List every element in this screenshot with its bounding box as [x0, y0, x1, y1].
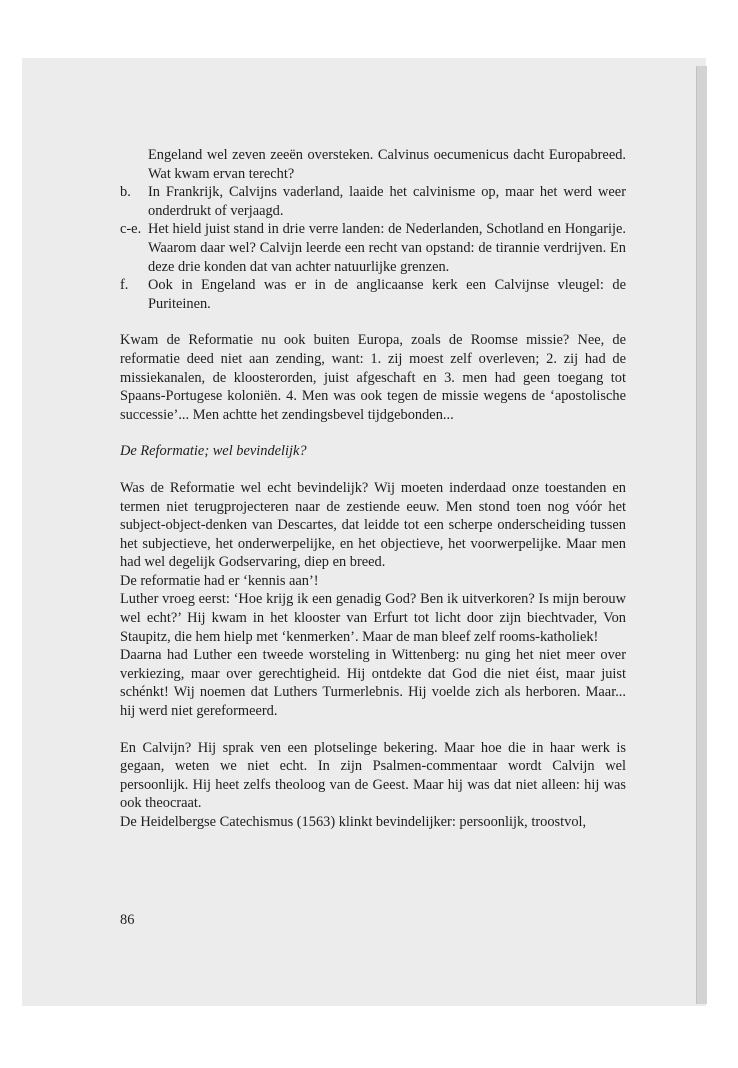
- section-paragraph: Was de Reformatie wel echt bevindelijk? Wij moeten inderdaad onze toestanden en termen niet terugprojecteren naar de zestiende eeuw. Men stond toen nog vóór het subject-object-denken van Descartes, dat leidde tot een scherpe onderscheiding tussen het subjectieve, het onderwerpelijke, en het objectieve, het voorwerpelijke. Maar men had wel degelijk Godservaring, diep en breed.: [120, 479, 626, 571]
- calvin-paragraph: De Heidelbergse Catechismus (1563) klinkt bevindelijker: persoonlijk, troostvol,: [120, 814, 587, 830]
- intro-continuation: Engeland wel zeven zeeën oversteken. Calvinus oecumenicus dacht Europabreed. Wat kwam ervan terecht?: [148, 147, 626, 182]
- mission-paragraph: Kwam de Reformatie nu ook buiten Europa, zoals de Roomse missie? Nee, de reformatie deed niet aan zending, want: 1. zij moest zelf overleven; 2. zij had de missiekanalen, de kloosterorden, juist afgeschaft en 3. men had geen toegang tot Spaans-Portugese koloniën. 4. Men was ook tegen de missie wegens de ‘apostolische successie’... Men achtte het zendingsbevel tijdgebonden...: [120, 332, 626, 423]
- page-edge: [696, 66, 707, 1004]
- list-text: In Frankrijk, Calvijns vaderland, laaide het calvinisme op, maar het werd weer onderdrukt of verjaagd.: [148, 184, 626, 219]
- calvin-paragraph: En Calvijn? Hij sprak ven een plotselinge bekering. Maar hoe die in haar werk is gegaan, weten we niet echt. In zijn Psalmen-commentaar wordt Calvijn wel persoonlijk. Hij heet zelfs theoloog van de Geest. Maar hij was dat niet alleen: hij was ook theocraat.: [120, 739, 626, 812]
- section-paragraph: Daarna had Luther een tweede worsteling in Wittenberg: nu ging het niet meer over verkiezing, maar over gerechtigheid. Hij ontdekte dat God die niet éist, maar juist schénkt! Wij noemen dat Luthers Turmerlebnis. Hij voelde zich als herboren. Maar... hij werd niet gereformeerd.: [120, 647, 626, 720]
- section-heading: De Reformatie; wel bevindelijk?: [120, 443, 307, 460]
- list-item-b: [120, 183, 626, 220]
- list-label: c-e.: [120, 221, 142, 238]
- section-paragraph: Luther vroeg eerst: ‘Hoe krijg ik een genadig God? Ben ik uitverkoren? Is mijn berouw wel echt?’ Hij kwam in het klooster van Erfurt tot licht door zijn biechtvader, Von Staupitz, die hem hielp met ‘kenmerken’. Maar de man bleef zelf rooms-katholiek!: [120, 591, 626, 645]
- section-paragraph: De reformatie had er ‘kennis aan’!: [120, 572, 319, 589]
- list-text: Het hield juist stand in drie verre landen: de Nederlanden, Schotland en Hongarije. Waarom daar wel? Calvijn leerde een recht van opstand: de tirannie verdrijven. En deze drie konden dat van achter natuurlijke grenzen.: [148, 221, 626, 275]
- list-label: b.: [120, 184, 131, 201]
- list-text: Ook in Engeland was er in de anglicaanse kerk een Calvijnse vleugel: de Puriteinen.: [148, 277, 626, 312]
- page-text: [120, 146, 626, 832]
- page-number: 86: [120, 912, 135, 928]
- list-item-f: [120, 276, 626, 313]
- list-label: f.: [120, 277, 129, 294]
- list-item-c-e: [120, 220, 626, 276]
